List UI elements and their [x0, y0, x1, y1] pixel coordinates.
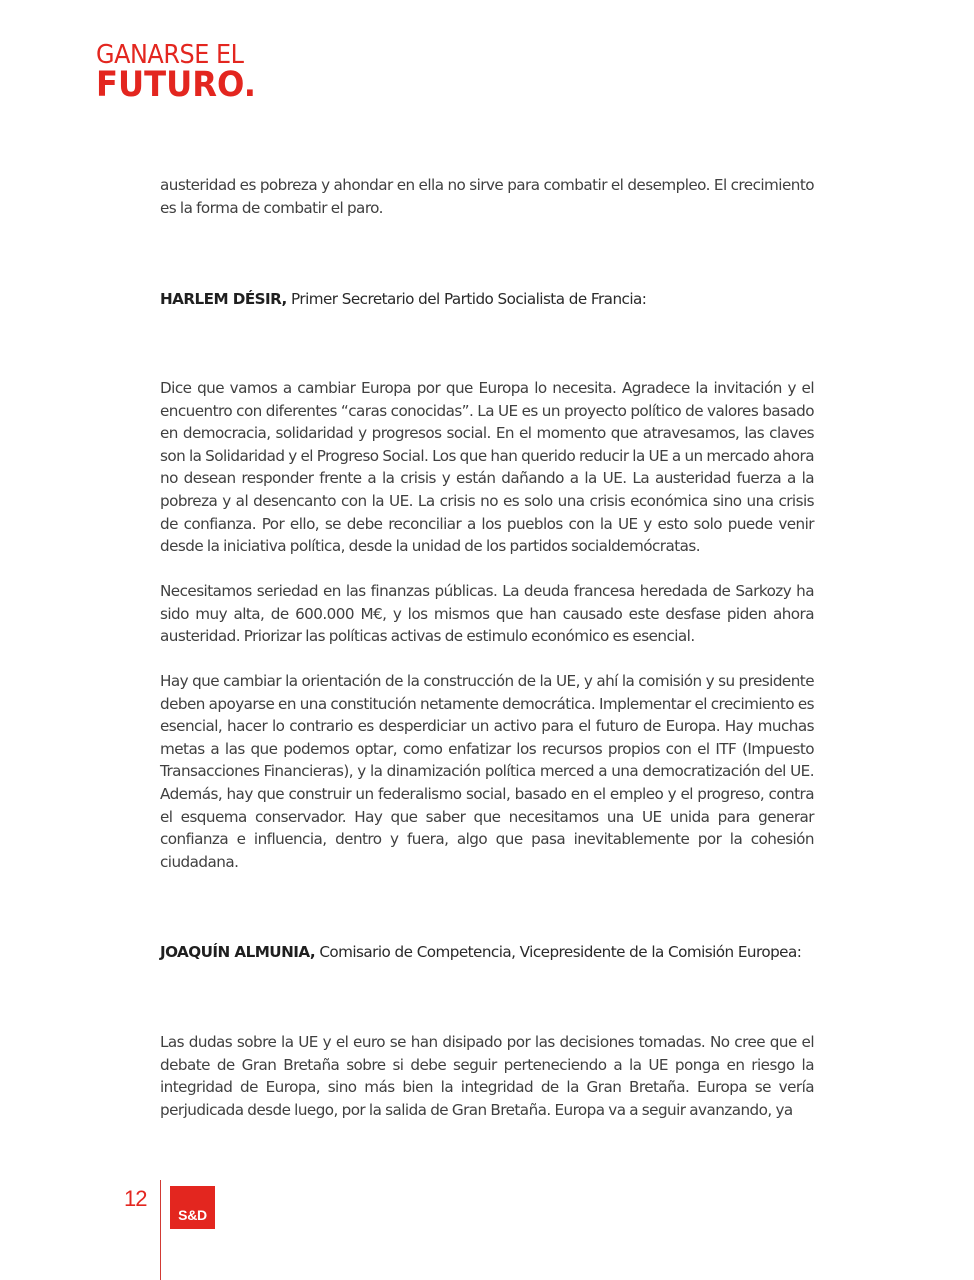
logo-line-2: FUTURO.: [96, 65, 256, 105]
speaker-role: Primer Secretario del Partido Socialista de Francia:: [286, 290, 647, 308]
speaker-role: Comisario de Competencia, Vicepresidente de la Comisión Europea:: [315, 943, 802, 961]
paragraph-almunia-1: Las dudas sobre la UE y el euro se han disipado por las decisiones tomadas. No cree que el debate de Gran Bretaña sobre si debe seguir perteneciendo a la UE ponga en riesgo la integridad de Europa, sino más bien la integridad de la Gran Bretaña. Europa se vería perjudicada desde luego, por la salida de Gran Bretaña. Europa va a seguir avanzando, ya: [160, 1033, 814, 1119]
paragraph-desir-1: Dice que vamos a cambiar Europa por que Europa lo necesita. Agradece la invitación y el encuentro con diferentes “caras conocidas”. La UE es un proyecto político de valores basado en democracia, solidaridad y progresos social. En el momento que atravesamos, las claves son la Solidaridad y el Progreso Social. Los que han querido reducir la UE a un mercado ahora no desean responder frente a la crisis y están dañando a la UE. La austeridad fuerza a la pobreza y al desencanto con la UE. La crisis no es solo una crisis económica sino una crisis de confianza. Por ello, se debe reconciliar a los pueblos con la UE y esto solo puede venir desde la iniciativa política, desde la unidad de los partidos socialdemócratas.: [160, 379, 814, 556]
sd-logo-text: S&D: [178, 1207, 207, 1223]
logo-line-1: GANARSE EL: [96, 40, 244, 70]
speaker-name: HARLEM DÉSIR,: [160, 290, 287, 308]
paragraph-desir-2: Necesitamos seriedad en las finanzas públicas. La deuda francesa heredada de Sarkozy ha sido muy alta, de 600.000 M€, y los mismos que han causado este desfase piden ahora austeridad. Priorizar las políticas activas de estimulo económico es esencial.: [160, 582, 814, 646]
speaker-heading-almunia: [160, 941, 860, 963]
paragraph-desir-3: Hay que cambiar la orientación de la construcción de la UE, y ahí la comisión y su presidente deben apoyarse en una constitución netamente democrática. Implementar el crecimiento es esencial, hacer lo contrario es desperdiciar un activo para el futuro de Europa. Hay muchas metas a las que podemos optar, como enfatizar los recursos propios con el ITF (Impuesto Transacciones Financieras), y la dinamización política merced a una democratización del UE. Además, hay que construir un federalismo social, basado en el empleo y el progreso, contra el esquema conservador. Hay que saber que necesitamos una UE unida para generar confianza e influencia, dentro y fuera, algo que pasa inevitablemente por la cohesión ciudadana.: [160, 672, 814, 871]
campaign-logo: [96, 42, 270, 103]
footer-divider: [160, 1180, 161, 1280]
intro-paragraph: austeridad es pobreza y ahondar en ella no sirve para combatir el desempleo. El crecimiento es la forma de combatir el paro.: [160, 176, 814, 217]
sd-party-logo: [170, 1186, 215, 1229]
page-number: 12: [124, 1186, 147, 1211]
speaker-heading-desir: [160, 288, 860, 310]
speaker-name: JOAQUÍN ALMUNIA,: [160, 943, 316, 961]
